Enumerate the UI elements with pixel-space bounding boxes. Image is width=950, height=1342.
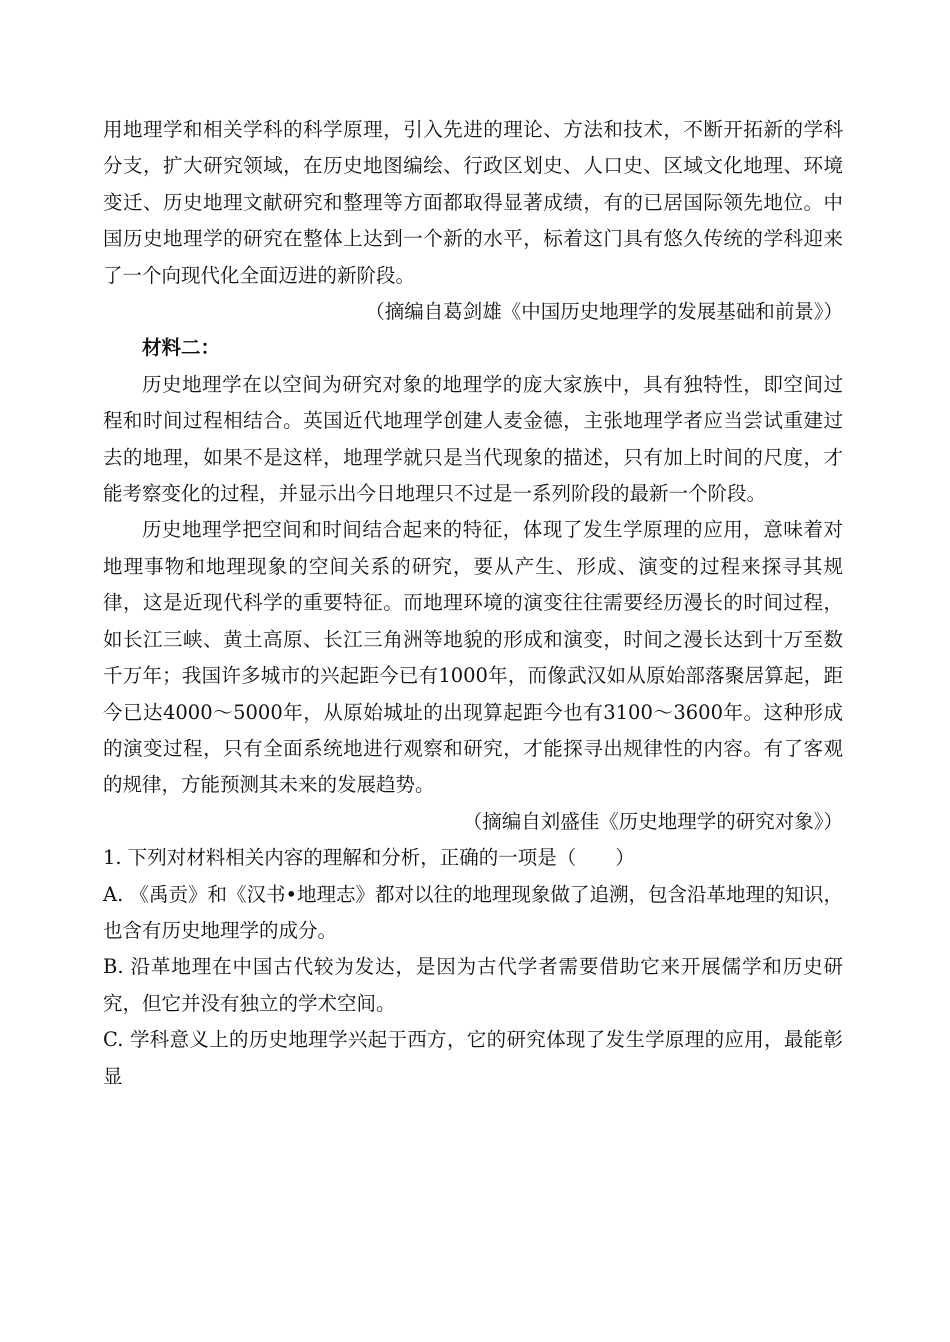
option-c-label: C. <box>103 1028 124 1052</box>
option-a-text: 《禹贡》和《汉书•地理志》都对以往的地理现象做了追溯，包含沿革地理的知识，也含有历史地理学的成分。 <box>103 882 843 942</box>
material-two-paragraph-1: 历史地理学在以空间为研究对象的地理学的庞大家族中，具有独特性，即空间过程和时间过程相结合。英国近代地理学创建人麦金德，主张地理学者应当尝试重建过去的地理，如果不是这样，地理学就只是当代现象的描述，只有加上时间的尺度，才能考察变化的过程，并显示出今日地理只不过是一系列阶段的最新一个阶段。 <box>103 372 843 506</box>
option-a-label: A. <box>103 882 124 906</box>
document-page <box>103 112 843 1095</box>
option-c-text: 学科意义上的历史地理学兴起于西方，它的研究体现了发生学原理的应用，最能彰显 <box>103 1028 843 1088</box>
question-1-option-a <box>103 877 843 950</box>
material-two-source: （摘编自刘盛佳《历史地理学的研究对象》） <box>462 809 843 833</box>
material-two-heading: 材料二： <box>142 336 221 360</box>
question-1-option-b <box>103 949 843 1022</box>
question-1-option-c <box>103 1022 843 1095</box>
material-one-continuation: 用地理学和相关学科的科学原理，引入先进的理论、方法和技术，不断开拓新的学科分支，扩大研究领域，在历史地图编绘、行政区划史、人口史、区域文化地理、环境变迁、历史地理文献研究和整理等方面都取得显著成绩，有的已居国际领先地位。中国历史地理学的研究在整体上达到一个新的水平，标着这门具有悠久传统的学科迎来了一个向现代化全面迈进的新阶段。 <box>103 118 843 287</box>
material-one-source: （摘编自葛剑雄《中国历史地理学的发展基础和前景》） <box>365 300 843 324</box>
option-b-text: 沿革地理在中国古代较为发达，是因为古代学者需要借助它来开展儒学和历史研究，但它并没有独立的学术空间。 <box>103 955 843 1015</box>
question-1-stem: 1. 下列对材料相关内容的理解和分析，正确的一项是（ ） <box>103 846 635 870</box>
option-b-label: B. <box>103 955 124 979</box>
material-two-paragraph-2: 历史地理学把空间和时间结合起来的特征，体现了发生学原理的应用，意味着对地理事物和地理现象的空间关系的研究，要从产生、形成、演变的过程来探寻其规律，这是近现代科学的重要特征。而地理环境的演变往往需要经历漫长的时间过程，如长江三峡、黄土高原、长江三角洲等地貌的形成和演变，时间之漫长达到十万至数千万年；我国许多城市的兴起距今已有1000年，而像武汉如从原始部落聚居算起，距今已达4000～5000年，从原始城址的出现算起距今也有3100～3600年。这种形成的演变过程，只有全面系统地进行观察和研究，才能探寻出规律性的内容。有了客观的规律，方能预测其未来的发展趋势。 <box>103 518 843 797</box>
